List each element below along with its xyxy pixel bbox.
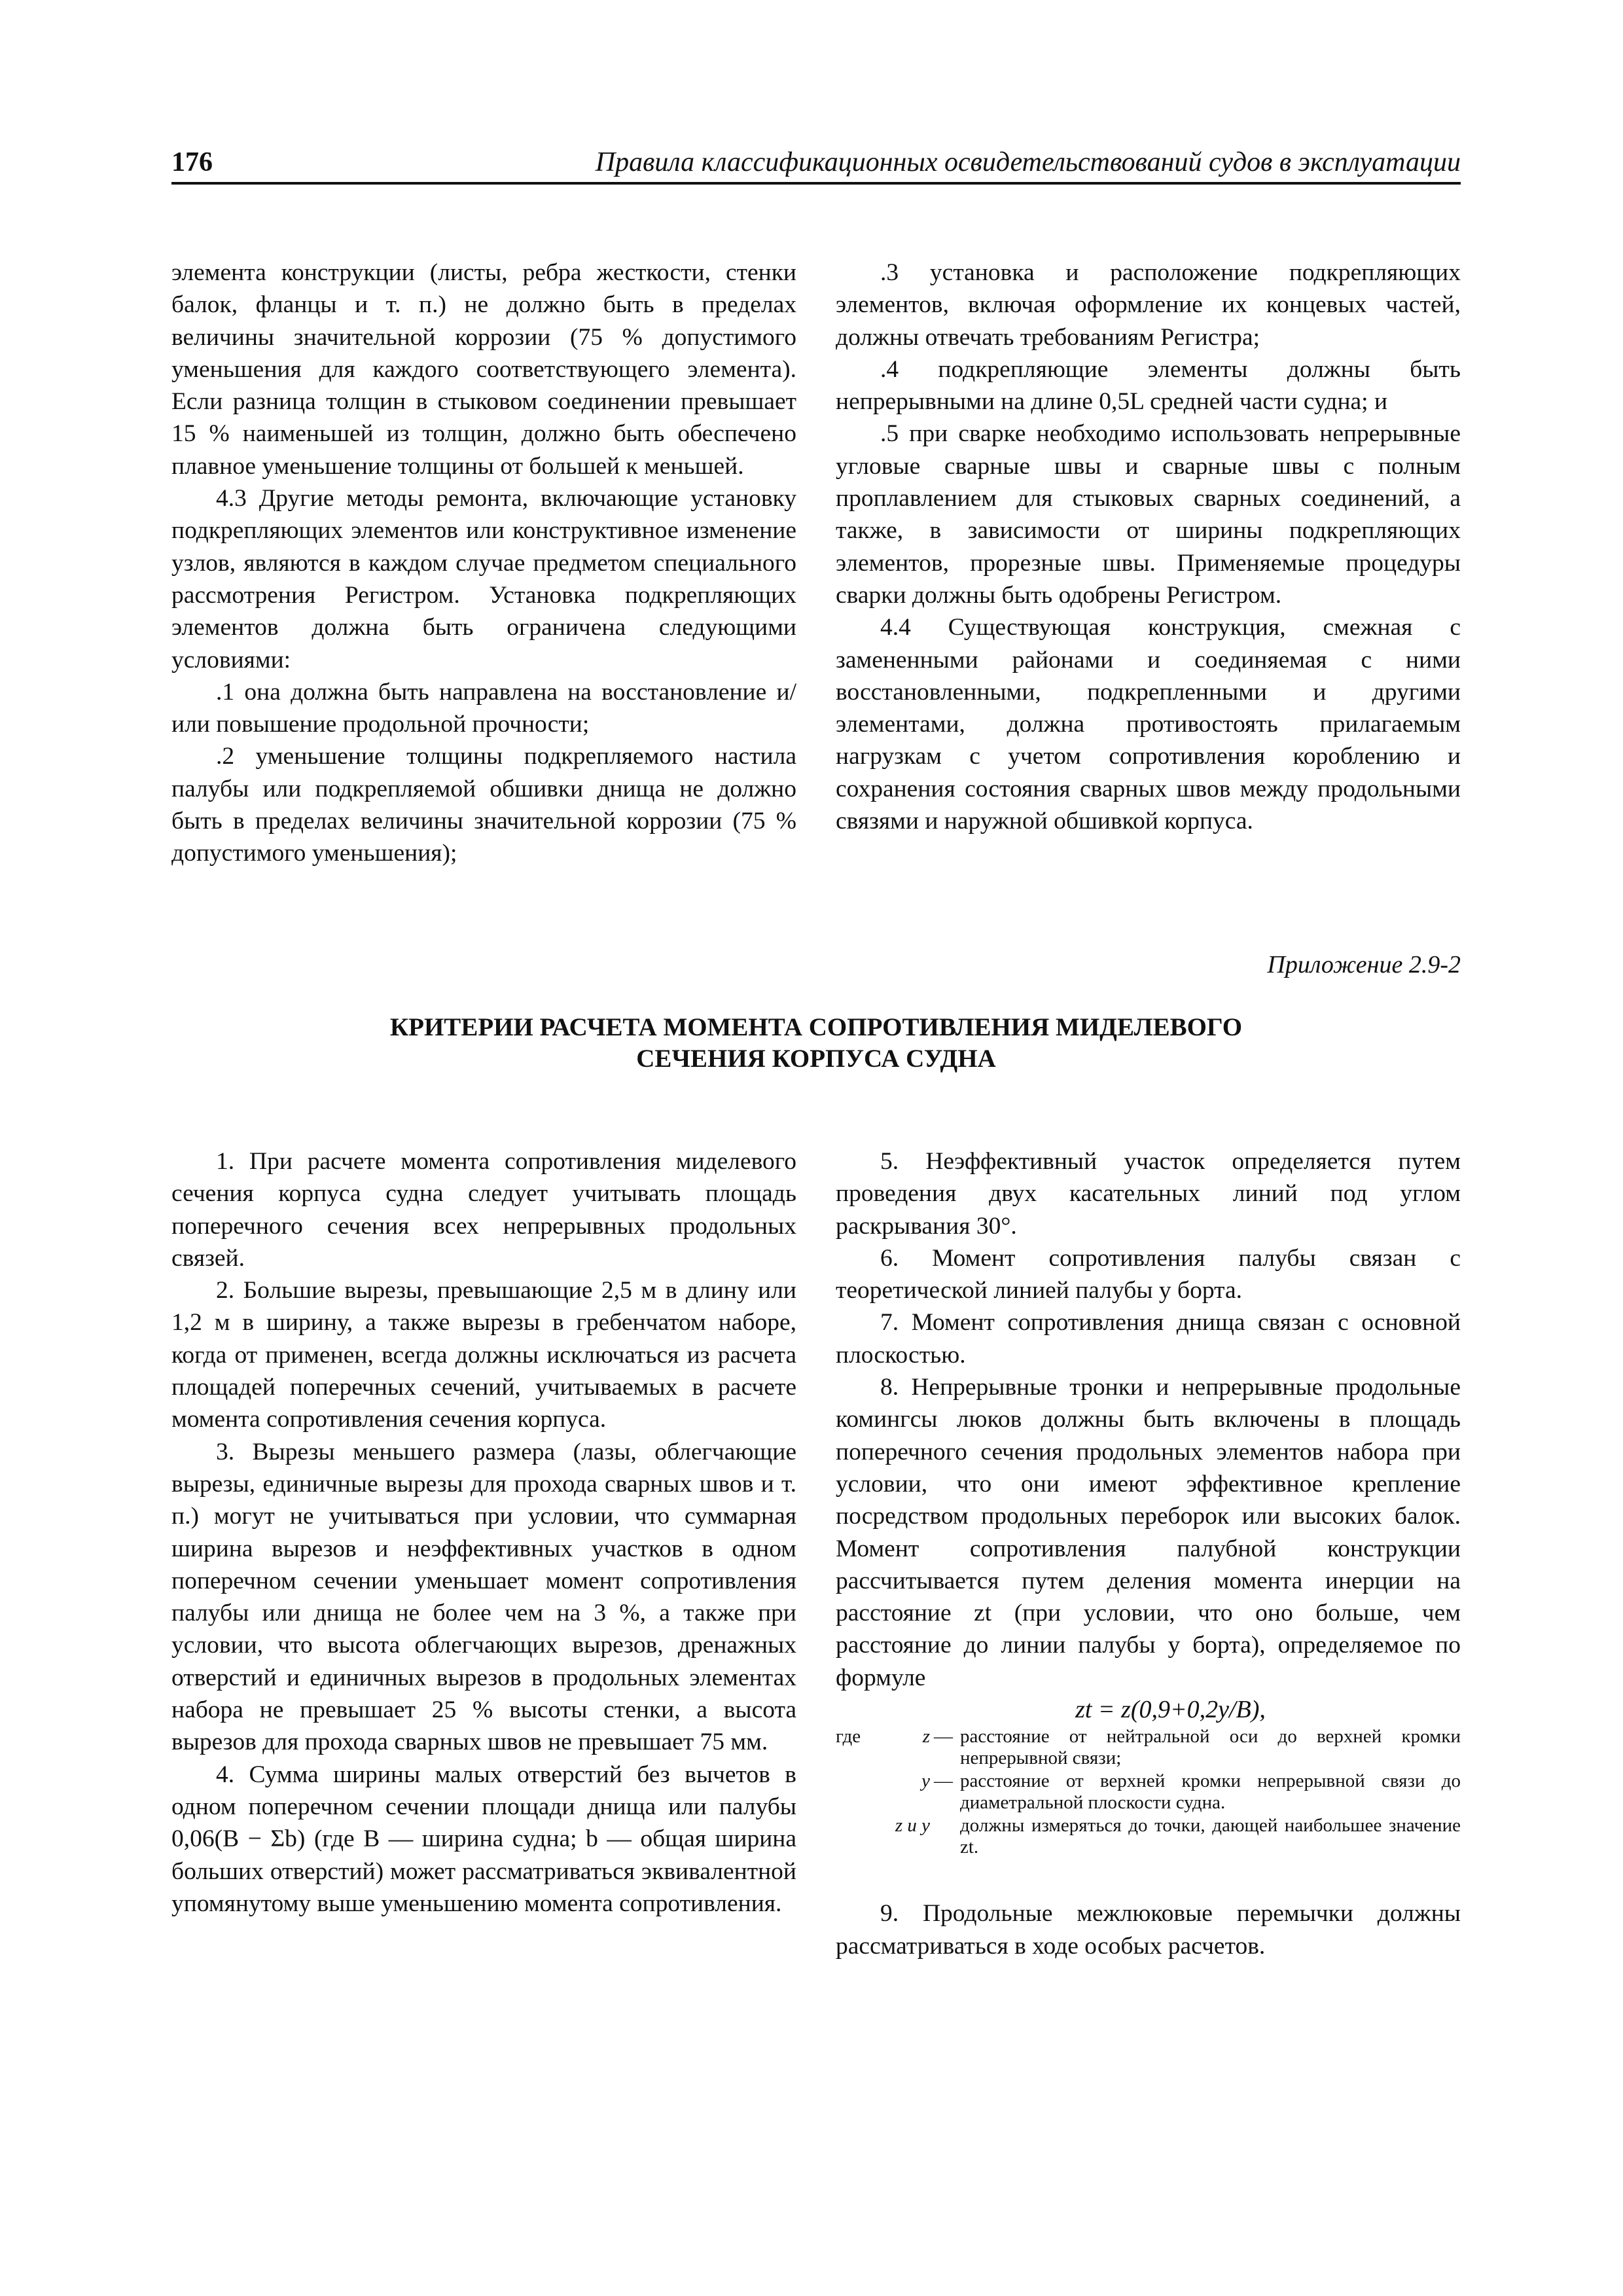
paragraph: 3. Вырезы меньшего размера (лазы, облегчающие вырезы, единичные вырезы для прохода сварных швов и т. п.) могут не учитываться при условии, что суммарная ширина вырезов и неэффективных участков в одном поперечном сечении уменьшает момент сопротивления палубы или днища не более чем на 3 %, а также при условии, что высота облегчающих вырезов, дренажных отверстий и единичных вырезов в продольных элементах набора не превышает 25 % высоты стенки, а высота вырезов для прохода сварных швов не превышает 75 мм.	[171, 1438, 796, 1756]
legend-symbol: z	[922, 1726, 930, 1748]
paragraph: .5 при сварке необходимо использовать непрерывные угловые сварные швы и сварные швы с полным проплавлением для стыковых сварных соединений, а также, в зависимости от ширины подкрепляющих элементов, прорезные швы. Применяемые процедуры сварки должны быть одобрены Регистром.	[836, 420, 1461, 609]
page-header	[171, 143, 1461, 185]
formula-legend	[836, 1726, 1461, 1858]
section-title	[171, 1012, 1461, 1075]
legend-text: должны измеряться до точки, дающей наибольшее значение zt.	[960, 1815, 1461, 1858]
paragraph: 2. Большие вырезы, превышающие 2,5 м в длину или 1,2 м в ширину, а также вырезы в гребенчатом наборе, когда от применен, всегда должны исключаться из расчета площадей поперечных сечений, учитываемых в расчете момента сопротивления сечения корпуса.	[171, 1277, 796, 1433]
legend-prefix	[836, 1770, 875, 1814]
legend-symbol: z и y	[895, 1815, 930, 1837]
running-title: Правила классификационных освидетельствований судов в эксплуатации	[595, 147, 1461, 177]
legend-text: расстояние от верхней кромки непрерывной связи до диаметральной плоскости судна.	[960, 1770, 1461, 1814]
paragraph: элемента конструкции (листы, ребра жесткости, стенки балок, фланцы и т. п.) не должно быть в пределах величины значительной коррозии (75 % допустимого уменьшения для каждого соответствующего элемента). Если разница толщин в стыковом соединении превышает 15 % наименьшей из толщин, должно быть обеспечено плавное уменьшение толщины от большей к меньшей.	[171, 259, 796, 480]
top-right-column	[836, 257, 1461, 837]
formula: zt = z(0,9+0,2y/B),	[1075, 1696, 1266, 1724]
paragraph: 8. Непрерывные тронки и непрерывные продольные комингсы люков должны быть включены в площадь поперечного сечения продольных элементов набора при условии, что они имеют эффективное крепление посредством продольных переборок или высоких балок. Момент сопротивления палубной конструкции рассчитывается путем деления момента инерции на расстояние zt (при условии, что оно больше, чем расстояние до линии палубы у борта), определяемое по формуле	[836, 1374, 1461, 1691]
paragraph: .3 установка и расположение подкрепляющих элементов, включая оформление их концевых частей, должны отвечать требованиям Регистра;	[836, 259, 1461, 351]
legend-row	[836, 1815, 1461, 1858]
legend-row	[836, 1726, 1461, 1769]
section-title-line: КРИТЕРИИ РАСЧЕТА МОМЕНТА СОПРОТИВЛЕНИЯ МИДЕЛЕВОГО	[389, 1013, 1243, 1041]
bottom-right-column	[836, 1145, 1461, 1962]
paragraph: 9. Продольные межлюковые перемычки должны рассматриваться в ходе особых расчетов.	[836, 1900, 1461, 1960]
paragraph: 7. Момент сопротивления днища связан с основной плоскостью.	[836, 1309, 1461, 1369]
legend-dash: —	[934, 1726, 953, 1748]
legend-text: расстояние от нейтральной оси до верхней кромки непрерывной связи;	[960, 1726, 1461, 1769]
legend-symbol: y	[921, 1770, 930, 1792]
legend-row	[836, 1770, 1461, 1814]
paragraph: 4. Сумма ширины малых отверстий без вычетов в одном поперечном сечении площади днища или палубы 0,06(B − Σb) (где B — ширина судна; b — общая ширина больших отверстий) может рассматриваться эквивалентной упомянутому выше уменьшению момента сопротивления.	[171, 1761, 796, 1917]
legend-prefix: где	[836, 1726, 861, 1748]
paragraph: 4.4 Существующая конструкция, смежная с замененными районами и соединяемая с ними восстановленными, подкрепленными и другими элементами, должна противостоять прилагаемым нагрузкам с учетом сопротивления короблению и сохранения состояния сварных швов между продольными связями и наружной обшивкой корпуса.	[836, 614, 1461, 835]
bottom-left-column	[171, 1145, 796, 1920]
paragraph: 4.3 Другие методы ремонта, включающие установку подкрепляющих элементов или конструктивное изменение узлов, являются в каждом случае предметом специального рассмотрения Регистром. Установка подкрепляющих элементов должна быть ограничена следующими условиями:	[171, 485, 796, 673]
paragraph: 1. При расчете момента сопротивления миделевого сечения корпуса судна следует учитывать площадь поперечного сечения всех непрерывных продольных связей.	[171, 1148, 796, 1272]
section-title-line: СЕЧЕНИЯ КОРПУСА СУДНА	[636, 1045, 996, 1073]
legend-dash	[934, 1815, 960, 1858]
paragraph: .1 она должна быть направлена на восстановление и/или повышение продольной прочности;	[171, 678, 796, 738]
appendix-label: Приложение 2.9-2	[1267, 951, 1461, 978]
top-left-column	[171, 257, 796, 870]
paragraph: .2 уменьшение толщины подкрепляемого настила палубы или подкрепляемой обшивки днища не должно быть в пределах величины значительной коррозии (75 % допустимого уменьшения);	[171, 743, 796, 867]
paragraph: 6. Момент сопротивления палубы связан с теоретической линией палубы у борта.	[836, 1244, 1461, 1304]
page-number: 176	[171, 147, 213, 177]
legend-dash: —	[934, 1770, 953, 1792]
paragraph: 5. Неэффективный участок определяется путем проведения двух касательных линий под углом раскрывания 30°.	[836, 1148, 1461, 1240]
paragraph: .4 подкрепляющие элементы должны быть непрерывными на длине 0,5L средней части судна; и	[836, 355, 1461, 416]
legend-prefix	[836, 1815, 875, 1858]
